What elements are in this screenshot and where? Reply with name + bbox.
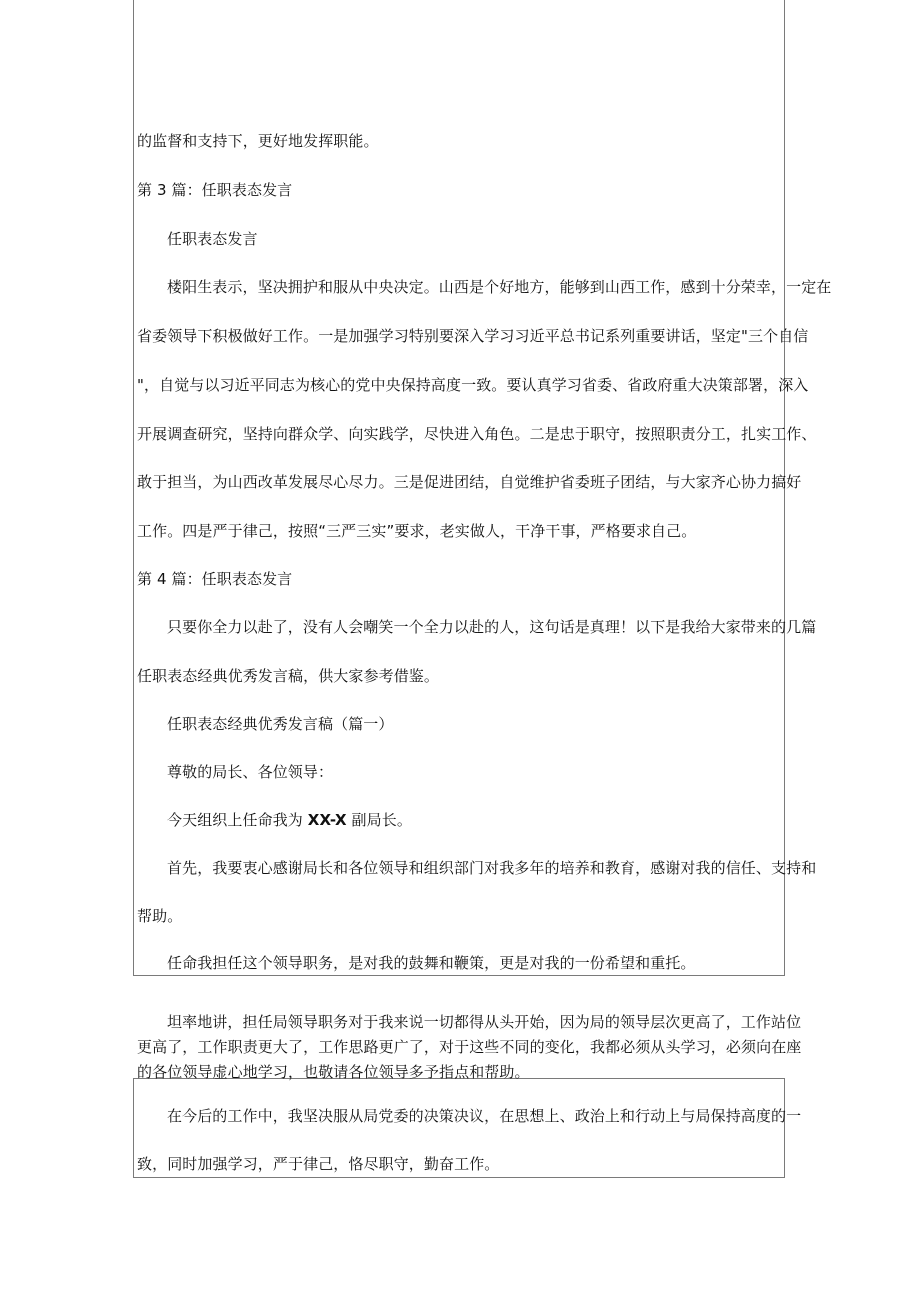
paragraph-line: 敢于担当，为山西改革发展尽心尽力。三是促进团结，自觉维护省委班子团结，与大家齐心协力搞好 (137, 473, 802, 491)
appointment-suffix: 副局长。 (346, 811, 412, 829)
subheading: 任职表态经典优秀发言稿（篇一） (167, 715, 394, 733)
subheading: 任职表态发言 (167, 230, 258, 248)
paragraph-line: 楼阳生表示，坚决拥护和服从中央决定。山西是个好地方，能够到山西工作，感到十分荣幸，一定在 (167, 278, 832, 296)
appointment-prefix: 今天组织上任命我为 (167, 811, 308, 829)
paragraph-line: 更高了，工作职责更大了，工作思路更广了，对于这些不同的变化，我都必须从头学习，必须向在座 (137, 1038, 802, 1056)
salutation: 尊敬的局长、各位领导： (167, 763, 334, 781)
paragraph-line: 省委领导下积极做好工作。一是加强学习特别要深入学习习近平总书记系列重要讲话，坚定"三个自信 (137, 327, 809, 345)
section-heading-3: 第 3 篇：任职表态发言 (137, 181, 293, 199)
paragraph-line: 帮助。 (137, 907, 183, 925)
paragraph-line: 任命我担任这个领导职务，是对我的鼓舞和鞭策，更是对我的一份希望和重托。 (167, 954, 696, 972)
appointment-line (167, 810, 412, 830)
paragraph-line: 坦率地讲，担任局领导职务对于我来说一切都得从头开始，因为局的领导层次更高了，工作站位 (167, 1013, 802, 1031)
paragraph-line: 的监督和支持下，更好地发挥职能。 (137, 132, 379, 150)
paragraph-line: 的各位领导虚心地学习，也敬请各位领导多予指点和帮助。 (137, 1063, 530, 1081)
paragraph-line: 工作。四是严于律己，按照“三严三实”要求，老实做人，干净干事，严格要求自己。 (137, 522, 697, 540)
paragraph-line: 致，同时加强学习，严于律己，恪尽职守，勤奋工作。 (137, 1155, 500, 1173)
section-heading-4: 第 4 篇：任职表态发言 (137, 570, 293, 588)
appointee-name: XX-X (307, 811, 347, 829)
paragraph-line: 开展调查研究，坚持向群众学、向实践学，尽快进入角色。二是忠于职守，按照职责分工，扎实工作、 (137, 425, 817, 443)
paragraph-line: 在今后的工作中，我坚决服从局党委的决策决议，在思想上、政治上和行动上与局保持高度的一 (167, 1107, 802, 1125)
paragraph-line: "，自觉与以习近平同志为核心的党中央保持高度一致。要认真学习省委、省政府重大决策部署，深入 (137, 376, 809, 394)
paragraph-line: 只要你全力以赴了，没有人会嘲笑一个全力以赴的人，这句话是真理！以下是我给大家带来的几篇 (167, 618, 817, 636)
paragraph-line: 首先，我要衷心感谢局长和各位领导和组织部门对我多年的培养和教育，感谢对我的信任、支持和 (167, 859, 817, 877)
paragraph-line: 任职表态经典优秀发言稿，供大家参考借鉴。 (137, 667, 440, 685)
